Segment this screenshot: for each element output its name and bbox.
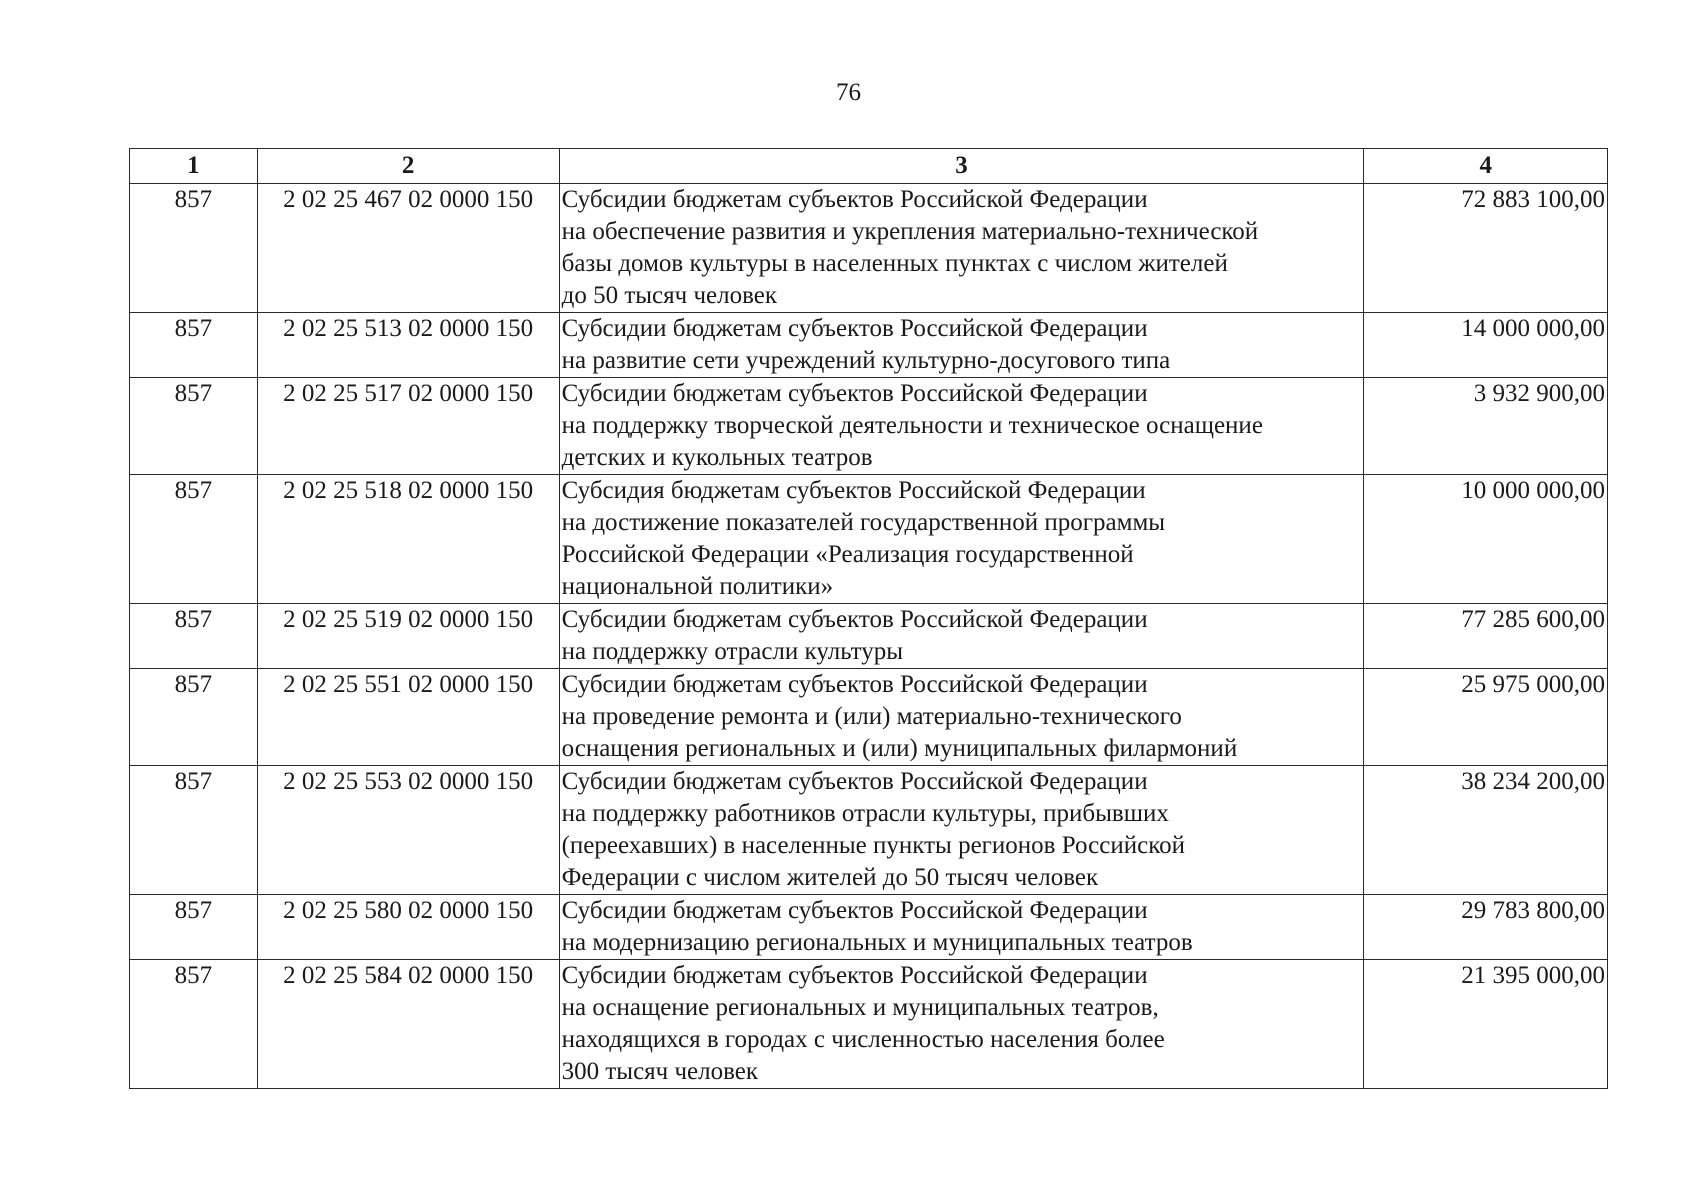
description-line: Субсидия бюджетам субъектов Российской Федерации [561,477,1146,504]
description-line: Федерации с числом жителей до 50 тысяч человек [561,864,1099,891]
budget-classification-code-cell: 2 02 25 519 02 0000 150 [257,604,559,669]
description-line: на проведение ремонта и (или) материально-технического [561,703,1182,730]
description-line: на оснащение региональных и муниципальных театров, [561,994,1159,1021]
admin-code-cell: 857 [130,184,258,313]
column-header-4: 4 [1364,149,1608,184]
description-line: (переехавших) в населенные пункты регионов Российской [561,832,1185,859]
table-row [130,960,1608,1089]
amount-cell: 3 932 900,00 [1364,378,1608,475]
description-cell [559,895,1364,960]
description-line: на модернизацию региональных и муниципальных театров [561,929,1193,956]
budget-classification-code-cell: 2 02 25 553 02 0000 150 [257,766,559,895]
description-cell [559,766,1364,895]
description-line: Субсидии бюджетам субъектов Российской Федерации [561,671,1148,698]
table-row [130,895,1608,960]
amount-cell: 38 234 200,00 [1364,766,1608,895]
amount-cell: 14 000 000,00 [1364,313,1608,378]
amount-cell: 72 883 100,00 [1364,184,1608,313]
amount-cell: 77 285 600,00 [1364,604,1608,669]
description-cell [559,313,1364,378]
admin-code-cell: 857 [130,960,258,1089]
description-cell [559,604,1364,669]
table-row [130,669,1608,766]
description-line: 300 тысяч человек [561,1058,759,1085]
table-row [130,766,1608,895]
description-line: до 50 тысяч человек [561,282,777,309]
column-header-3: 3 [559,149,1364,184]
description-line: Субсидии бюджетам субъектов Российской Федерации [561,897,1148,924]
amount-cell: 21 395 000,00 [1364,960,1608,1089]
description-line: национальной политики» [561,573,834,600]
budget-classification-code-cell: 2 02 25 467 02 0000 150 [257,184,559,313]
table-body [130,184,1608,1089]
column-header-2: 2 [257,149,559,184]
description-line: базы домов культуры в населенных пунктах с числом жителей [561,250,1228,277]
description-line: на достижение показателей государственной программы [561,509,1166,536]
admin-code-cell: 857 [130,604,258,669]
budget-classification-code-cell: 2 02 25 551 02 0000 150 [257,669,559,766]
description-line: на поддержку творческой деятельности и техническое оснащение [561,412,1263,439]
admin-code-cell: 857 [130,766,258,895]
description-line: оснащения региональных и (или) муниципальных филармоний [561,735,1238,762]
table-row [130,184,1608,313]
column-header-1: 1 [130,149,258,184]
table-header-row [130,149,1608,184]
budget-classification-code-cell: 2 02 25 518 02 0000 150 [257,475,559,604]
budget-classification-code-cell: 2 02 25 584 02 0000 150 [257,960,559,1089]
description-line: на поддержку отрасли культуры [561,638,904,665]
description-line: Субсидии бюджетам субъектов Российской Федерации [561,186,1148,213]
description-line: Субсидии бюджетам субъектов Российской Федерации [561,315,1148,342]
description-line: на развитие сети учреждений культурно-досугового типа [561,347,1171,374]
description-line: детских и кукольных театров [561,444,873,471]
table-row [130,313,1608,378]
budget-classification-code-cell: 2 02 25 517 02 0000 150 [257,378,559,475]
admin-code-cell: 857 [130,313,258,378]
amount-cell: 25 975 000,00 [1364,669,1608,766]
description-line: на поддержку работников отрасли культуры, прибывших [561,800,1169,827]
description-line: Субсидии бюджетам субъектов Российской Федерации [561,962,1148,989]
page-number: 76 [836,79,861,106]
description-line: Российской Федерации «Реализация государственной [561,541,1134,568]
admin-code-cell: 857 [130,669,258,766]
budget-classification-code-cell: 2 02 25 580 02 0000 150 [257,895,559,960]
table-row [130,475,1608,604]
admin-code-cell: 857 [130,895,258,960]
description-line: находящихся в городах с численностью населения более [561,1026,1165,1053]
amount-cell: 10 000 000,00 [1364,475,1608,604]
table-row [130,604,1608,669]
description-line: Субсидии бюджетам субъектов Российской Федерации [561,768,1148,795]
description-line: на обеспечение развития и укрепления материально-технической [561,218,1259,245]
budget-revenue-table [129,148,1608,1089]
description-line: Субсидии бюджетам субъектов Российской Федерации [561,606,1148,633]
table-row [130,378,1608,475]
admin-code-cell: 857 [130,475,258,604]
description-cell [559,378,1364,475]
description-cell [559,960,1364,1089]
budget-classification-code-cell: 2 02 25 513 02 0000 150 [257,313,559,378]
description-cell [559,184,1364,313]
description-cell [559,475,1364,604]
description-cell [559,669,1364,766]
amount-cell: 29 783 800,00 [1364,895,1608,960]
description-line: Субсидии бюджетам субъектов Российской Федерации [561,380,1148,407]
admin-code-cell: 857 [130,378,258,475]
